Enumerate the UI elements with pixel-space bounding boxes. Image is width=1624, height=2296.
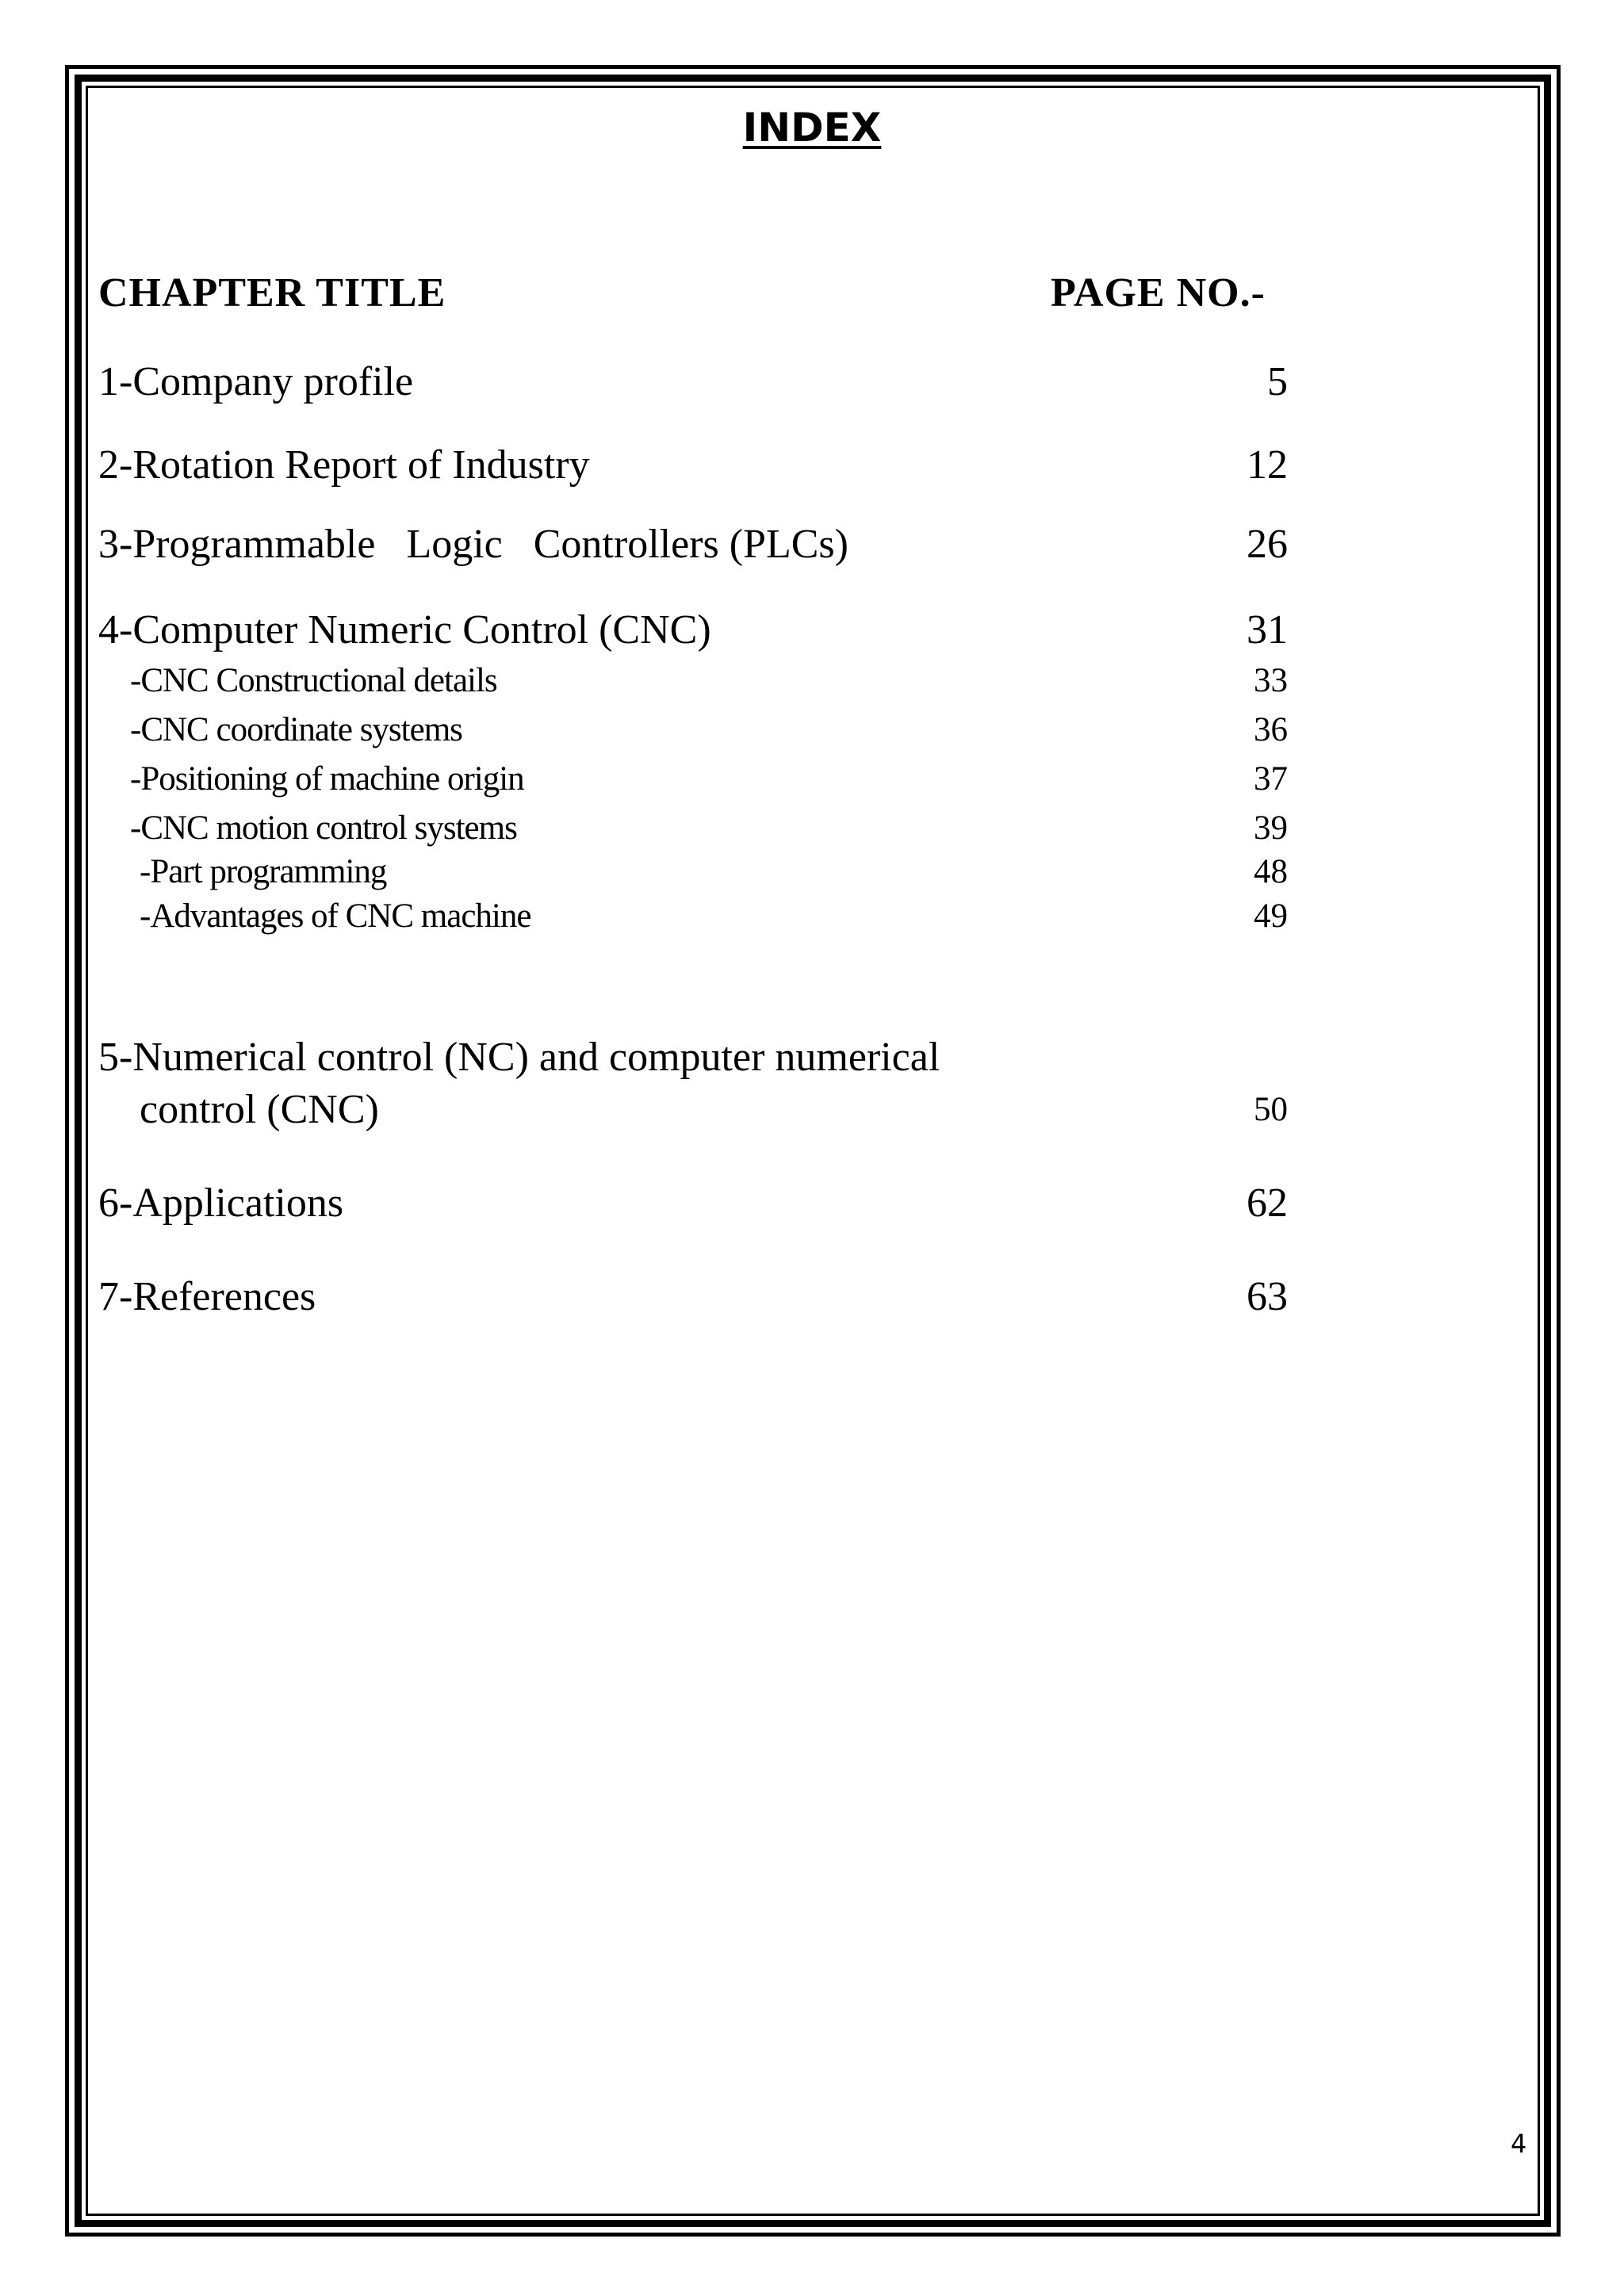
entry-5-page: 50 bbox=[1254, 1091, 1288, 1128]
entry-title: 2-Rotation Report of Industry bbox=[98, 442, 590, 488]
sub-entry-title: -CNC motion control systems bbox=[130, 809, 517, 847]
index-sub-entry bbox=[98, 807, 1288, 850]
sub-entry-title: -CNC Constructional details bbox=[130, 662, 497, 699]
entry-page: 63 bbox=[1247, 1274, 1288, 1319]
index-sub-entry bbox=[98, 709, 1288, 752]
column-header-page-no: PAGE NO.- bbox=[1051, 270, 1266, 316]
sub-entry-page: 37 bbox=[1254, 760, 1288, 798]
entry-title: 7-References bbox=[98, 1274, 316, 1319]
entry-5-title-line-2: control (CNC) bbox=[140, 1087, 379, 1132]
index-sub-entry bbox=[98, 895, 1288, 938]
sub-entry-page: 33 bbox=[1254, 662, 1288, 699]
index-sub-entry bbox=[98, 758, 1288, 801]
sub-entry-title: -Positioning of machine origin bbox=[130, 760, 524, 798]
index-entry bbox=[98, 1272, 1288, 1322]
index-entry bbox=[98, 357, 1288, 408]
sub-entry-title: -Part programming bbox=[140, 853, 387, 890]
entry-title: 4-Computer Numeric Control (CNC) bbox=[98, 607, 711, 652]
index-entry bbox=[98, 440, 1288, 491]
column-header-chapter-title: CHAPTER TITLE bbox=[98, 270, 446, 316]
sub-entry-title: -CNC coordinate systems bbox=[130, 711, 462, 748]
index-entry bbox=[98, 605, 1288, 656]
entry-page: 12 bbox=[1247, 442, 1288, 488]
index-sub-entry bbox=[98, 660, 1288, 702]
entry-title: 6-Applications bbox=[98, 1181, 344, 1226]
index-entry bbox=[98, 1178, 1288, 1229]
sub-entry-page: 39 bbox=[1254, 809, 1288, 847]
sub-entry-title: -Advantages of CNC machine bbox=[140, 897, 531, 935]
entry-title: 1-Company profile bbox=[98, 359, 414, 404]
entry-page: 62 bbox=[1247, 1181, 1288, 1226]
sub-entry-page: 36 bbox=[1254, 711, 1288, 748]
index-entry bbox=[98, 519, 1288, 570]
entry-title: 3-Programmable Logic Controllers (PLCs) bbox=[98, 522, 848, 567]
page-number: 4 bbox=[1511, 2129, 1527, 2159]
entry-page: 31 bbox=[1247, 607, 1288, 652]
entry-5-title-line-1: 5-Numerical control (NC) and computer numerical bbox=[98, 1035, 940, 1080]
entry-page: 26 bbox=[1247, 522, 1288, 567]
page-title: INDEX bbox=[742, 105, 882, 151]
sub-entry-page: 48 bbox=[1254, 853, 1288, 890]
entry-page: 5 bbox=[1267, 359, 1288, 404]
sub-entry-page: 49 bbox=[1254, 897, 1288, 935]
index-sub-entry bbox=[98, 851, 1288, 894]
